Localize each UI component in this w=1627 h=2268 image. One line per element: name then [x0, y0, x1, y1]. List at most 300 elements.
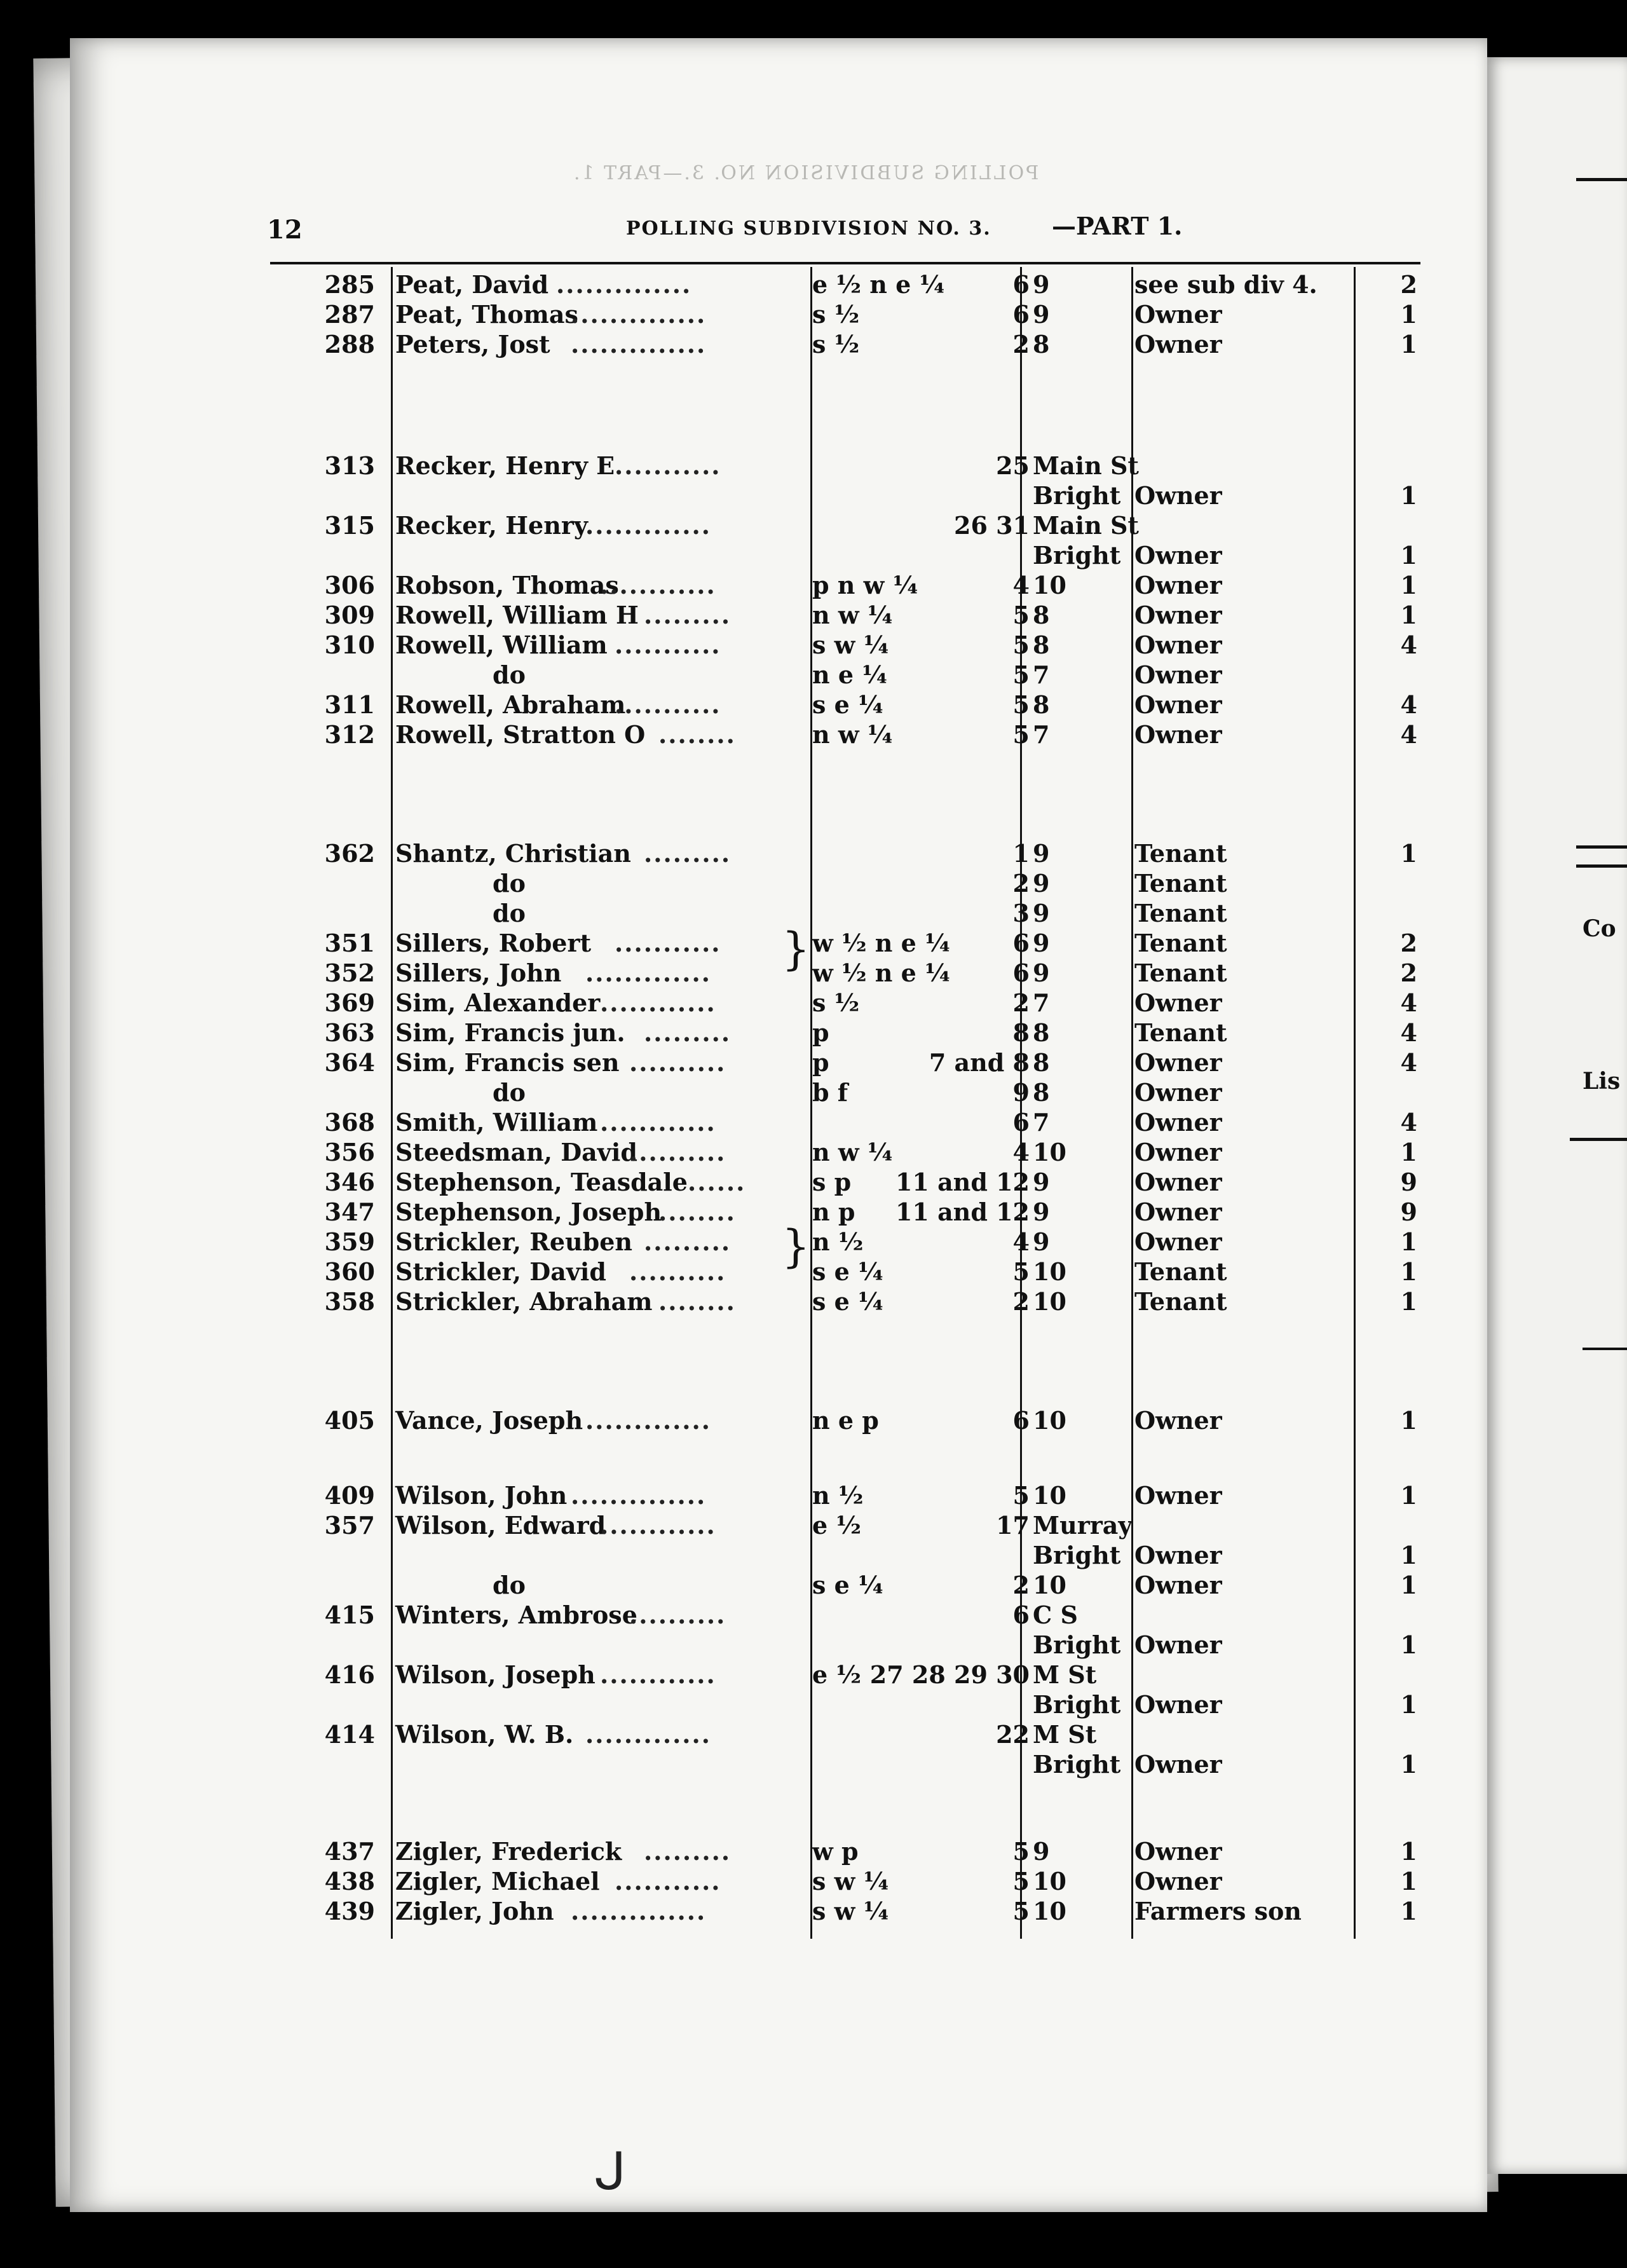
vote-count: 1 — [1400, 541, 1417, 570]
status: Owner — [1134, 330, 1222, 359]
rule — [1576, 178, 1627, 181]
concession: 5 — [1012, 631, 1030, 659]
concession: 2 — [1012, 1287, 1030, 1316]
status: Owner — [1134, 1630, 1222, 1659]
voter-name: Wilson, W. B. — [395, 1720, 574, 1749]
lot-description: s e ¼ — [812, 1287, 883, 1316]
status: Owner — [1134, 1198, 1222, 1226]
register-row — [0, 1837, 1627, 1866]
entry-number: 352 — [324, 959, 375, 987]
vote-count: 1 — [1400, 1630, 1417, 1659]
voter-name: Recker, Henry E — [395, 451, 615, 480]
entry-number: 306 — [324, 571, 375, 599]
voter-name: Sillers, John — [395, 959, 562, 987]
lot-description: p — [812, 1018, 829, 1047]
entry-number: 368 — [324, 1108, 375, 1137]
status: Owner — [1134, 571, 1222, 599]
concession: 5 — [1012, 1867, 1030, 1896]
lot-number: 9 — [1033, 1168, 1050, 1196]
voter-name: Stephenson, Joseph — [395, 1198, 662, 1226]
lot-number: 9 — [1033, 839, 1050, 868]
register-row — [0, 1601, 1627, 1630]
register-row — [0, 481, 1627, 510]
status: Tenant — [1134, 929, 1227, 957]
lot-number: 10 — [1033, 1867, 1066, 1896]
concession: 5 — [1012, 660, 1030, 689]
entry-number: 364 — [324, 1048, 375, 1077]
lot-number: 8 — [1033, 631, 1050, 659]
entry-number: 360 — [324, 1257, 375, 1286]
lot-number: Bright — [1033, 1541, 1121, 1569]
voter-name: Recker, Henry — [395, 511, 588, 540]
lot-description: s p — [812, 1168, 852, 1196]
vote-count: 4 — [1400, 1048, 1417, 1077]
entry-number: 438 — [324, 1867, 375, 1896]
leader-dots: .......... — [629, 1257, 726, 1286]
concession: 5 — [1012, 1897, 1030, 1925]
concession: 4 — [1012, 571, 1030, 599]
vote-count: 1 — [1400, 481, 1417, 510]
status: Owner — [1134, 1690, 1222, 1719]
lot-description: n ½ — [812, 1481, 864, 1510]
leader-dots: .............. — [571, 330, 707, 359]
voter-name: Robson, Thomas — [395, 571, 619, 599]
vote-count: 2 — [1400, 929, 1417, 957]
lot-description: n p — [812, 1198, 855, 1226]
page-mark: ᒍ — [594, 2142, 627, 2201]
lot-number: Bright — [1033, 481, 1121, 510]
register-row — [0, 720, 1627, 749]
concession: 3 — [1012, 899, 1030, 927]
leader-dots: ......... — [644, 1837, 732, 1866]
entry-number: 356 — [324, 1138, 375, 1166]
register-row — [0, 1867, 1627, 1896]
status: Owner — [1134, 1406, 1222, 1435]
entry-number: 288 — [324, 330, 375, 359]
lot-number: 7 — [1033, 660, 1050, 689]
rule — [1583, 1348, 1627, 1350]
lot-number: 9 — [1033, 899, 1050, 927]
voter-name: Sim, Alexander — [395, 988, 601, 1017]
lot-description: s w ¼ — [812, 1867, 889, 1896]
entry-number: 310 — [324, 631, 375, 659]
lot-description: s e ¼ — [812, 690, 883, 719]
lot-description: s w ¼ — [812, 1897, 889, 1925]
status: Owner — [1134, 1108, 1222, 1137]
register-row — [0, 1630, 1627, 1660]
status: Owner — [1134, 1168, 1222, 1196]
lot-number: 10 — [1033, 1287, 1066, 1316]
leader-dots: .......... — [629, 1048, 726, 1077]
register-row — [0, 660, 1627, 690]
concession: 26 31 — [954, 511, 1030, 540]
lot-number: 8 — [1033, 1018, 1050, 1047]
voter-name: Wilson, John — [395, 1481, 568, 1510]
voter-name: Strickler, David — [395, 1257, 606, 1286]
lot-number: 8 — [1033, 1048, 1050, 1077]
lot-number: Murray — [1033, 1511, 1133, 1540]
concession: 2 — [1012, 1571, 1030, 1599]
entry-number: 358 — [324, 1287, 375, 1316]
brace: } — [782, 923, 810, 975]
voter-name: Smith, William — [395, 1108, 598, 1137]
entry-number: 309 — [324, 601, 375, 629]
leader-dots: ........... — [615, 690, 721, 719]
vote-count: 4 — [1400, 631, 1417, 659]
status: Tenant — [1134, 839, 1227, 868]
voter-name: Peat, Thomas — [395, 300, 578, 329]
lot-description: s ½ — [812, 988, 860, 1017]
voter-name: do — [493, 1078, 526, 1107]
lot-description: s ½ — [812, 330, 860, 359]
vote-count: 1 — [1400, 839, 1417, 868]
status: Owner — [1134, 1541, 1222, 1569]
facing-fragment: Co — [1583, 915, 1616, 942]
status: Owner — [1134, 300, 1222, 329]
leader-dots: ........... — [615, 1867, 721, 1896]
entry-number: 414 — [324, 1720, 375, 1749]
vote-count: 1 — [1400, 1867, 1417, 1896]
entry-number: 287 — [324, 300, 375, 329]
lot-description: e ½ — [812, 1511, 862, 1540]
register-row — [0, 899, 1627, 928]
lot-number: Bright — [1033, 541, 1121, 570]
voter-name: Shantz, Christian — [395, 839, 631, 868]
register-row — [0, 330, 1627, 359]
voter-name: do — [493, 869, 526, 898]
lot-description: w p — [812, 1837, 859, 1866]
lot-number: M St — [1033, 1660, 1097, 1689]
lot-description: b f — [812, 1078, 848, 1107]
leader-dots: .............. — [571, 1897, 707, 1925]
lot-description: s e ¼ — [812, 1257, 883, 1286]
register-row — [0, 1198, 1627, 1227]
leader-dots: ............. — [585, 511, 711, 540]
status: Farmers son — [1134, 1897, 1302, 1925]
lot-description: p — [812, 1048, 829, 1077]
voter-name: Strickler, Reuben — [395, 1227, 633, 1256]
lot-description: w ½ n e ¼ — [812, 929, 950, 957]
entry-number: 415 — [324, 1601, 375, 1629]
concession: 5 — [1012, 1481, 1030, 1510]
leader-dots: ......... — [644, 839, 732, 868]
vote-count: 1 — [1400, 330, 1417, 359]
register-row — [0, 1750, 1627, 1779]
voter-name: do — [493, 660, 526, 689]
page-part: —PART 1. — [1052, 212, 1183, 240]
register-row — [0, 869, 1627, 898]
vote-count: 1 — [1400, 1897, 1417, 1925]
leader-dots: .......... — [629, 1138, 726, 1166]
lot-number: 10 — [1033, 1406, 1066, 1435]
register-row — [0, 1541, 1627, 1570]
lot-description: e ½ — [812, 1660, 862, 1689]
vote-count: 4 — [1400, 1018, 1417, 1047]
voter-name: Sim, Francis jun. — [395, 1018, 625, 1047]
entry-number: 363 — [324, 1018, 375, 1047]
lot-number: Bright — [1033, 1690, 1121, 1719]
status: Owner — [1134, 720, 1222, 749]
brace: } — [782, 1220, 810, 1273]
entry-number: 313 — [324, 451, 375, 480]
vote-count: 1 — [1400, 571, 1417, 599]
entry-number: 311 — [324, 690, 375, 719]
vote-count: 4 — [1400, 720, 1417, 749]
concession: 5 — [1012, 1257, 1030, 1286]
lot-description: n w ¼ — [812, 720, 893, 749]
concession: 4 — [1012, 1227, 1030, 1256]
leader-dots: ........ — [658, 1287, 736, 1316]
leader-dots: ...... — [688, 1168, 746, 1196]
concession: 6 — [1012, 1406, 1030, 1435]
status: Owner — [1134, 1571, 1222, 1599]
voter-name: Rowell, Stratton O — [395, 720, 646, 749]
register-row — [0, 1571, 1627, 1600]
vote-count: 9 — [1400, 1198, 1417, 1226]
register-row — [0, 1690, 1627, 1719]
status: Owner — [1134, 1227, 1222, 1256]
lot-description: s e ¼ — [812, 1571, 883, 1599]
status: Owner — [1134, 1078, 1222, 1107]
entry-number: 362 — [324, 839, 375, 868]
voter-name: do — [493, 899, 526, 927]
voter-name: Stephenson, Teasdale — [395, 1168, 688, 1196]
lot-number: 9 — [1033, 1227, 1050, 1256]
status: Owner — [1134, 1837, 1222, 1866]
facing-fragment: Lis — [1583, 1068, 1621, 1095]
entry-number: 315 — [324, 511, 375, 540]
voter-name: Sillers, Robert — [395, 929, 592, 957]
entry-number: 359 — [324, 1227, 375, 1256]
voter-name: do — [493, 1571, 526, 1599]
register-row — [0, 1287, 1627, 1316]
concession: 6 — [1012, 1601, 1030, 1629]
vote-count: 1 — [1400, 1571, 1417, 1599]
concession: 17 — [996, 1511, 1030, 1540]
register-row — [0, 1018, 1627, 1048]
lot-number: 7 — [1033, 720, 1050, 749]
register-row — [0, 1511, 1627, 1540]
concession: 11 and 12 — [895, 1168, 1030, 1196]
status: Owner — [1134, 481, 1222, 510]
leader-dots: ......... — [644, 1018, 732, 1047]
register-row — [0, 988, 1627, 1018]
lot-number: M St — [1033, 1720, 1097, 1749]
lot-number: Bright — [1033, 1750, 1121, 1779]
concession: 6 — [1012, 959, 1030, 987]
status: Owner — [1134, 690, 1222, 719]
status: see sub div 4. — [1134, 270, 1317, 299]
lot-description: n e ¼ — [812, 660, 887, 689]
register-row — [0, 959, 1627, 988]
leader-dots: ......... — [644, 1227, 732, 1256]
lot-number: 9 — [1033, 1837, 1050, 1866]
voter-name: Sim, Francis sen — [395, 1048, 620, 1077]
status: Owner — [1134, 631, 1222, 659]
concession: 11 and 12 — [895, 1198, 1030, 1226]
lot-description: s w ¼ — [812, 631, 889, 659]
entry-number: 439 — [324, 1897, 375, 1925]
voter-name: Wilson, Edward — [395, 1511, 606, 1540]
concession: 8 — [1012, 1018, 1030, 1047]
lot-description: p n w ¼ — [812, 571, 918, 599]
concession: 6 — [1012, 270, 1030, 299]
register-row — [0, 929, 1627, 958]
vote-count: 1 — [1400, 1837, 1417, 1866]
lot-number: C S — [1033, 1601, 1078, 1629]
status: Owner — [1134, 1048, 1222, 1077]
voter-name: Rowell, Abraham — [395, 690, 626, 719]
entry-number: 347 — [324, 1198, 375, 1226]
lot-number: 10 — [1033, 571, 1066, 599]
register-row — [0, 541, 1627, 570]
concession: 2 — [1012, 869, 1030, 898]
leader-dots: .............. — [571, 1481, 707, 1510]
voter-name: Strickler, Abraham — [395, 1287, 653, 1316]
lot-number: Main St — [1033, 451, 1139, 480]
lot-number: Main St — [1033, 511, 1139, 540]
register-row — [0, 1481, 1627, 1510]
entry-number: 405 — [324, 1406, 375, 1435]
lot-number: 10 — [1033, 1571, 1066, 1599]
voter-name: Zigler, Michael — [395, 1867, 600, 1896]
voter-name: Zigler, John — [395, 1897, 554, 1925]
leader-dots: ............ — [600, 1108, 716, 1137]
lot-number: 10 — [1033, 1481, 1066, 1510]
status: Owner — [1134, 541, 1222, 570]
lot-description: n w ¼ — [812, 1138, 893, 1166]
vote-count: 1 — [1400, 1257, 1417, 1286]
entry-number: 351 — [324, 929, 375, 957]
concession: 6 — [1012, 1108, 1030, 1137]
leader-dots: ............. — [585, 959, 711, 987]
entry-number: 312 — [324, 720, 375, 749]
vote-count: 1 — [1400, 1481, 1417, 1510]
leader-dots: .............. — [556, 270, 692, 299]
entry-number: 346 — [324, 1168, 375, 1196]
register-row — [0, 511, 1627, 540]
voter-name: Rowell, William — [395, 631, 608, 659]
lot-description: n w ¼ — [812, 601, 893, 629]
status: Owner — [1134, 601, 1222, 629]
concession: 6 — [1012, 929, 1030, 957]
lot-number: 9 — [1033, 869, 1050, 898]
page-number: 12 — [267, 215, 303, 245]
register-row — [0, 1078, 1627, 1107]
status: Tenant — [1134, 1018, 1227, 1047]
voter-name: Steedsman, David — [395, 1138, 637, 1166]
entry-number: 369 — [324, 988, 375, 1017]
register-row — [0, 1406, 1627, 1435]
concession: 6 — [1012, 300, 1030, 329]
concession: 27 28 29 30 — [869, 1660, 1030, 1689]
leader-dots: .............. — [571, 300, 707, 329]
lot-number: 10 — [1033, 1257, 1066, 1286]
leader-dots: ......... — [644, 601, 732, 629]
vote-count: 2 — [1400, 959, 1417, 987]
voter-name: Zigler, Frederick — [395, 1837, 622, 1866]
register-row — [0, 1108, 1627, 1137]
vote-count: 4 — [1400, 988, 1417, 1017]
lot-number: Bright — [1033, 1630, 1121, 1659]
lot-number: 8 — [1033, 690, 1050, 719]
concession: 5 — [1012, 720, 1030, 749]
register-row — [0, 631, 1627, 660]
voter-name: Peat, David — [395, 270, 549, 299]
concession: 1 — [1012, 839, 1030, 868]
leader-dots: .......... — [629, 1601, 726, 1629]
leader-dots: ............. — [585, 1720, 711, 1749]
leader-dots: ............. — [585, 1406, 711, 1435]
lot-number: 8 — [1033, 1078, 1050, 1107]
voter-name: Vance, Joseph — [395, 1406, 583, 1435]
vote-count: 1 — [1400, 1406, 1417, 1435]
entry-number: 437 — [324, 1837, 375, 1866]
vote-count: 1 — [1400, 1227, 1417, 1256]
voter-name: Wilson, Joseph — [395, 1660, 596, 1689]
lot-number: 8 — [1033, 330, 1050, 359]
register-row — [0, 1048, 1627, 1077]
concession: 5 — [1012, 1837, 1030, 1866]
register-row — [0, 300, 1627, 329]
lot-number: 9 — [1033, 1198, 1050, 1226]
register-row — [0, 270, 1627, 299]
concession: 25 — [996, 451, 1030, 480]
lot-number: 9 — [1033, 959, 1050, 987]
lot-number: 10 — [1033, 1138, 1066, 1166]
lot-description: w ½ n e ¼ — [812, 959, 950, 987]
vote-count: 1 — [1400, 1287, 1417, 1316]
concession: 22 — [996, 1720, 1030, 1749]
register-row — [0, 1257, 1627, 1287]
vote-count: 1 — [1400, 1138, 1417, 1166]
register-row — [0, 1660, 1627, 1690]
voter-name: Rowell, William H — [395, 601, 639, 629]
register-row — [0, 571, 1627, 600]
status: Owner — [1134, 1481, 1222, 1510]
status: Tenant — [1134, 899, 1227, 927]
leader-dots: ........... — [615, 631, 721, 659]
status: Tenant — [1134, 869, 1227, 898]
lot-number: 9 — [1033, 270, 1050, 299]
register-row — [0, 601, 1627, 630]
show-through-text: POLLING SUBDIVISION NO. 3.—PART 1. — [572, 162, 1039, 184]
leader-dots: ........... — [615, 451, 721, 480]
leader-dots: ............ — [600, 571, 716, 599]
vote-count: 1 — [1400, 1541, 1417, 1569]
status: Tenant — [1134, 959, 1227, 987]
lot-description: e ½ n e ¼ — [812, 270, 945, 299]
vote-count: 4 — [1400, 690, 1417, 719]
concession: 5 — [1012, 601, 1030, 629]
concession: 7 and 8 — [929, 1048, 1030, 1077]
status: Owner — [1134, 660, 1222, 689]
lot-number: 9 — [1033, 300, 1050, 329]
lot-description: n e p — [812, 1406, 879, 1435]
leader-dots: ........ — [658, 1198, 736, 1226]
leader-dots: ............ — [600, 1660, 716, 1689]
concession: 9 — [1012, 1078, 1030, 1107]
register-row — [0, 839, 1627, 868]
concession: 2 — [1012, 988, 1030, 1017]
lot-number: 7 — [1033, 1108, 1050, 1137]
entry-number: 416 — [324, 1660, 375, 1689]
leader-dots: ........ — [658, 720, 736, 749]
status: Tenant — [1134, 1287, 1227, 1316]
register-row — [0, 1720, 1627, 1749]
lot-number: 7 — [1033, 988, 1050, 1017]
vote-count: 1 — [1400, 1750, 1417, 1779]
